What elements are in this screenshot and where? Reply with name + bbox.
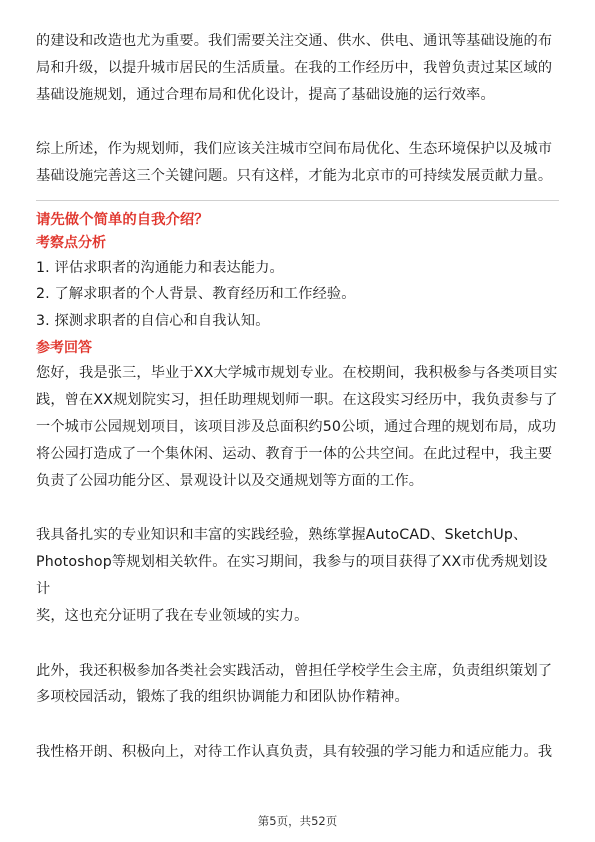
paragraph-line: 我具备扎实的专业知识和丰富的实践经验，熟练掌握AutoCAD、SketchUp、 [36, 527, 528, 544]
paragraph-line: 局和升级，以提升城市居民的生活质量。在我的工作经历中，我曾负责过某区域的 [36, 59, 553, 76]
list-item: 1. 评估求职者的沟通能力和表达能力。 [36, 259, 284, 276]
analysis-list [36, 255, 559, 335]
answer-paragraph-4 [36, 739, 559, 766]
paragraph-line: 此外，我还积极参加各类社会实践活动，曾担任学校学生会主席，负责组织策划了 [36, 662, 553, 679]
paragraph-line: 基础设施完善这三个关键问题。只有这样，才能为北京市的可持续发展贡献力量。 [36, 168, 553, 185]
list-item: 2. 了解求职者的个人背景、教育经历和工作经验。 [36, 286, 356, 303]
paragraph-gap [36, 108, 559, 136]
paragraph-line: 践，曾在XX规划院实习，担任助理规划师一职。在这段实习经历中，我负责参与了 [36, 392, 558, 409]
intro-paragraph [36, 28, 559, 108]
paragraph-line: 一个城市公园规划项目，该项目涉及总面积约50公顷，通过合理的规划布局，成功 [36, 419, 557, 436]
paragraph-line: 我性格开朗、积极向上，对待工作认真负责，具有较强的学习能力和适应能力。我 [36, 744, 553, 761]
paragraph-gap [36, 630, 559, 658]
answer-heading: 参考回答 [36, 340, 92, 357]
paragraph-line: 将公园打造成了一个集休闲、运动、教育于一体的公共空间。在此过程中，我主要 [36, 445, 553, 462]
paragraph-line: 奖，这也充分证明了我在专业领域的实力。 [36, 607, 309, 624]
list-item: 3. 探测求职者的自信心和自我认知。 [36, 312, 270, 329]
page-number: 第5页，共52页 [257, 814, 338, 828]
analysis-heading: 考察点分析 [36, 234, 106, 251]
paragraph-line: 您好，我是张三，毕业于XX大学城市规划专业。在校期间，我积极参与各类项目实 [36, 365, 558, 382]
paragraph-line: Photoshop等规划相关软件。在实习期间，我参与的项目获得了XX市优秀规划设计 [36, 554, 548, 598]
paragraph-line: 多项校园活动，锻炼了我的组织协调能力和团队协作精神。 [36, 689, 409, 706]
paragraph-gap [36, 711, 559, 739]
paragraph-line: 综上所述，作为规划师，我们应该关注城市空间布局优化、生态环境保护以及城市 [36, 141, 553, 158]
paragraph-gap [36, 494, 559, 522]
paragraph-line: 的建设和改造也尤为重要。我们需要关注交通、供水、供电、通讯等基础设施的布 [36, 33, 553, 49]
answer-paragraph-1 [36, 360, 559, 494]
paragraph-line: 基础设施规划，通过合理布局和优化设计，提高了基础设施的运行效率。 [36, 86, 495, 103]
question-title: 请先做个简单的自我介绍？ [36, 211, 209, 228]
section-divider [36, 200, 559, 201]
paragraph-line: 负责了公园功能分区、景观设计以及交通规划等方面的工作。 [36, 472, 424, 489]
answer-paragraph-3 [36, 658, 559, 712]
document-page [36, 28, 559, 766]
summary-paragraph [36, 136, 559, 190]
answer-paragraph-2 [36, 522, 559, 629]
